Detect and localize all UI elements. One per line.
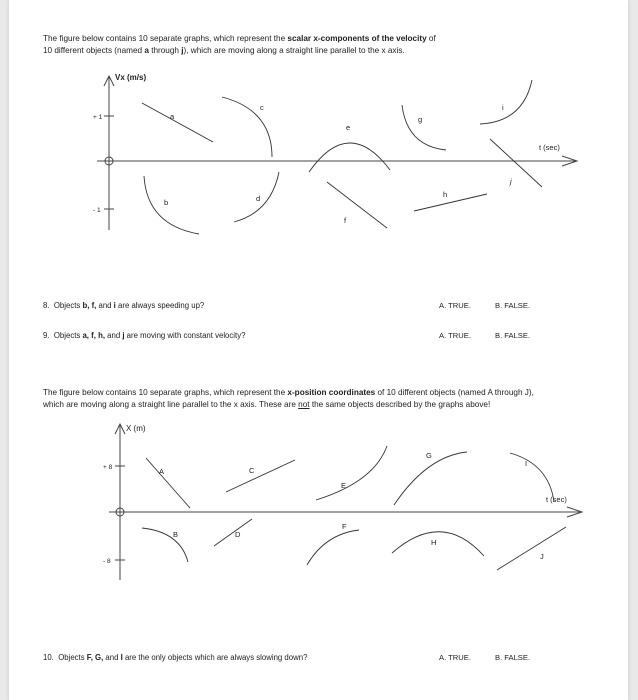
curve-label-J: J xyxy=(540,552,544,561)
q10-option-false[interactable]: B. FALSE. xyxy=(495,653,531,662)
question-bold: b, f, xyxy=(82,301,97,310)
curve-label-C: C xyxy=(249,466,255,475)
question-number: 9. xyxy=(43,331,50,340)
curve-H xyxy=(392,532,484,556)
curve-E xyxy=(316,446,387,500)
intro-bold: scalar x-components of the velocity xyxy=(287,34,427,43)
curve-label-g: g xyxy=(418,115,423,124)
question-bold: I xyxy=(120,653,123,662)
question-text: and xyxy=(96,301,114,310)
intro-bold: x-position coordinates xyxy=(287,388,376,397)
position-y-label: X (m) xyxy=(126,424,146,433)
curve-label-A: A xyxy=(159,467,165,476)
intro-text: through xyxy=(148,45,182,55)
curve-label-G: G xyxy=(426,451,432,460)
position-graph xyxy=(9,0,628,590)
intro-text: of xyxy=(426,34,436,43)
question-text: are moving with constant velocity? xyxy=(124,331,246,340)
question-number: 8. xyxy=(43,301,50,310)
curve-J xyxy=(497,527,566,570)
curve-label-B: B xyxy=(173,530,179,539)
curve-C xyxy=(226,460,295,492)
question-bold: i xyxy=(113,301,116,310)
curve-label-f: f xyxy=(344,216,347,225)
question-text: Objects xyxy=(53,301,83,310)
intro-underline: not xyxy=(298,399,310,409)
question-text: and xyxy=(103,653,121,662)
curve-label-b: b xyxy=(164,198,169,207)
curve-label-D: D xyxy=(235,530,241,539)
question-bold: a, f, h, xyxy=(82,331,105,340)
question-text: are the only objects which are always slowing down? xyxy=(122,653,308,662)
question-text: Objects xyxy=(58,653,87,662)
curve-F xyxy=(307,530,359,565)
curve-D xyxy=(214,519,252,546)
curve-label-d: d xyxy=(256,194,261,203)
curve-label-F: F xyxy=(342,522,347,531)
q8-option-false[interactable]: B. FALSE. xyxy=(495,301,531,310)
question-bold: F, G, xyxy=(86,653,104,662)
velocity-y-label: Vx (m/s) xyxy=(115,73,147,82)
intro-text: ), which are moving along a straight line parallel to the x axis. xyxy=(183,45,405,55)
intro-bold: j xyxy=(181,45,184,55)
curve-label-h: h xyxy=(443,190,448,199)
curve-A xyxy=(146,458,190,508)
intro-text: the same objects described by the graphs above! xyxy=(309,399,491,409)
intro-text: The figure below contains 10 separate graphs, which represent the xyxy=(43,34,288,43)
intro-text: The figure below contains 10 separate graphs, which represent the xyxy=(43,388,288,397)
question-text: and xyxy=(105,331,123,340)
q9-option-false[interactable]: B. FALSE. xyxy=(495,331,531,340)
q10-option-true[interactable]: A. TRUE. xyxy=(439,653,471,662)
curve-label-c: c xyxy=(260,103,264,112)
tick-label-plus-8: + 8 xyxy=(103,464,113,471)
question-text: are always speeding up? xyxy=(115,301,205,310)
question-number: 10. xyxy=(43,653,54,662)
curve-label-a: a xyxy=(170,112,175,121)
worksheet-page xyxy=(9,0,628,700)
tick-label-minus: - 1 xyxy=(93,207,101,214)
intro-bold: a xyxy=(144,45,149,55)
position-x-label: t (sec) xyxy=(546,495,567,504)
curve-label-i: i xyxy=(502,103,504,112)
curve-label-E: E xyxy=(341,481,347,490)
curve-label-I: I xyxy=(525,459,528,468)
intro-text: 10 different objects (named xyxy=(43,45,145,55)
velocity-x-label: t (sec) xyxy=(539,143,560,152)
q8-option-true[interactable]: A. TRUE. xyxy=(439,301,471,310)
question-10 xyxy=(43,653,307,662)
curve-B xyxy=(142,528,188,562)
curve-label-j: j xyxy=(510,177,512,186)
question-bold: j xyxy=(122,331,125,340)
intro-text: of 10 different objects (named A through J), xyxy=(375,388,534,397)
q9-option-true[interactable]: A. TRUE. xyxy=(439,331,471,340)
question-text: Objects xyxy=(53,331,83,340)
tick-label-minus-8: - 8 xyxy=(103,558,111,565)
curve-label-H: H xyxy=(431,538,437,547)
curve-label-e: e xyxy=(346,123,351,132)
tick-label-plus: + 1 xyxy=(93,114,103,121)
intro-text: which are moving along a straight line parallel to the x axis. These are xyxy=(43,399,299,409)
